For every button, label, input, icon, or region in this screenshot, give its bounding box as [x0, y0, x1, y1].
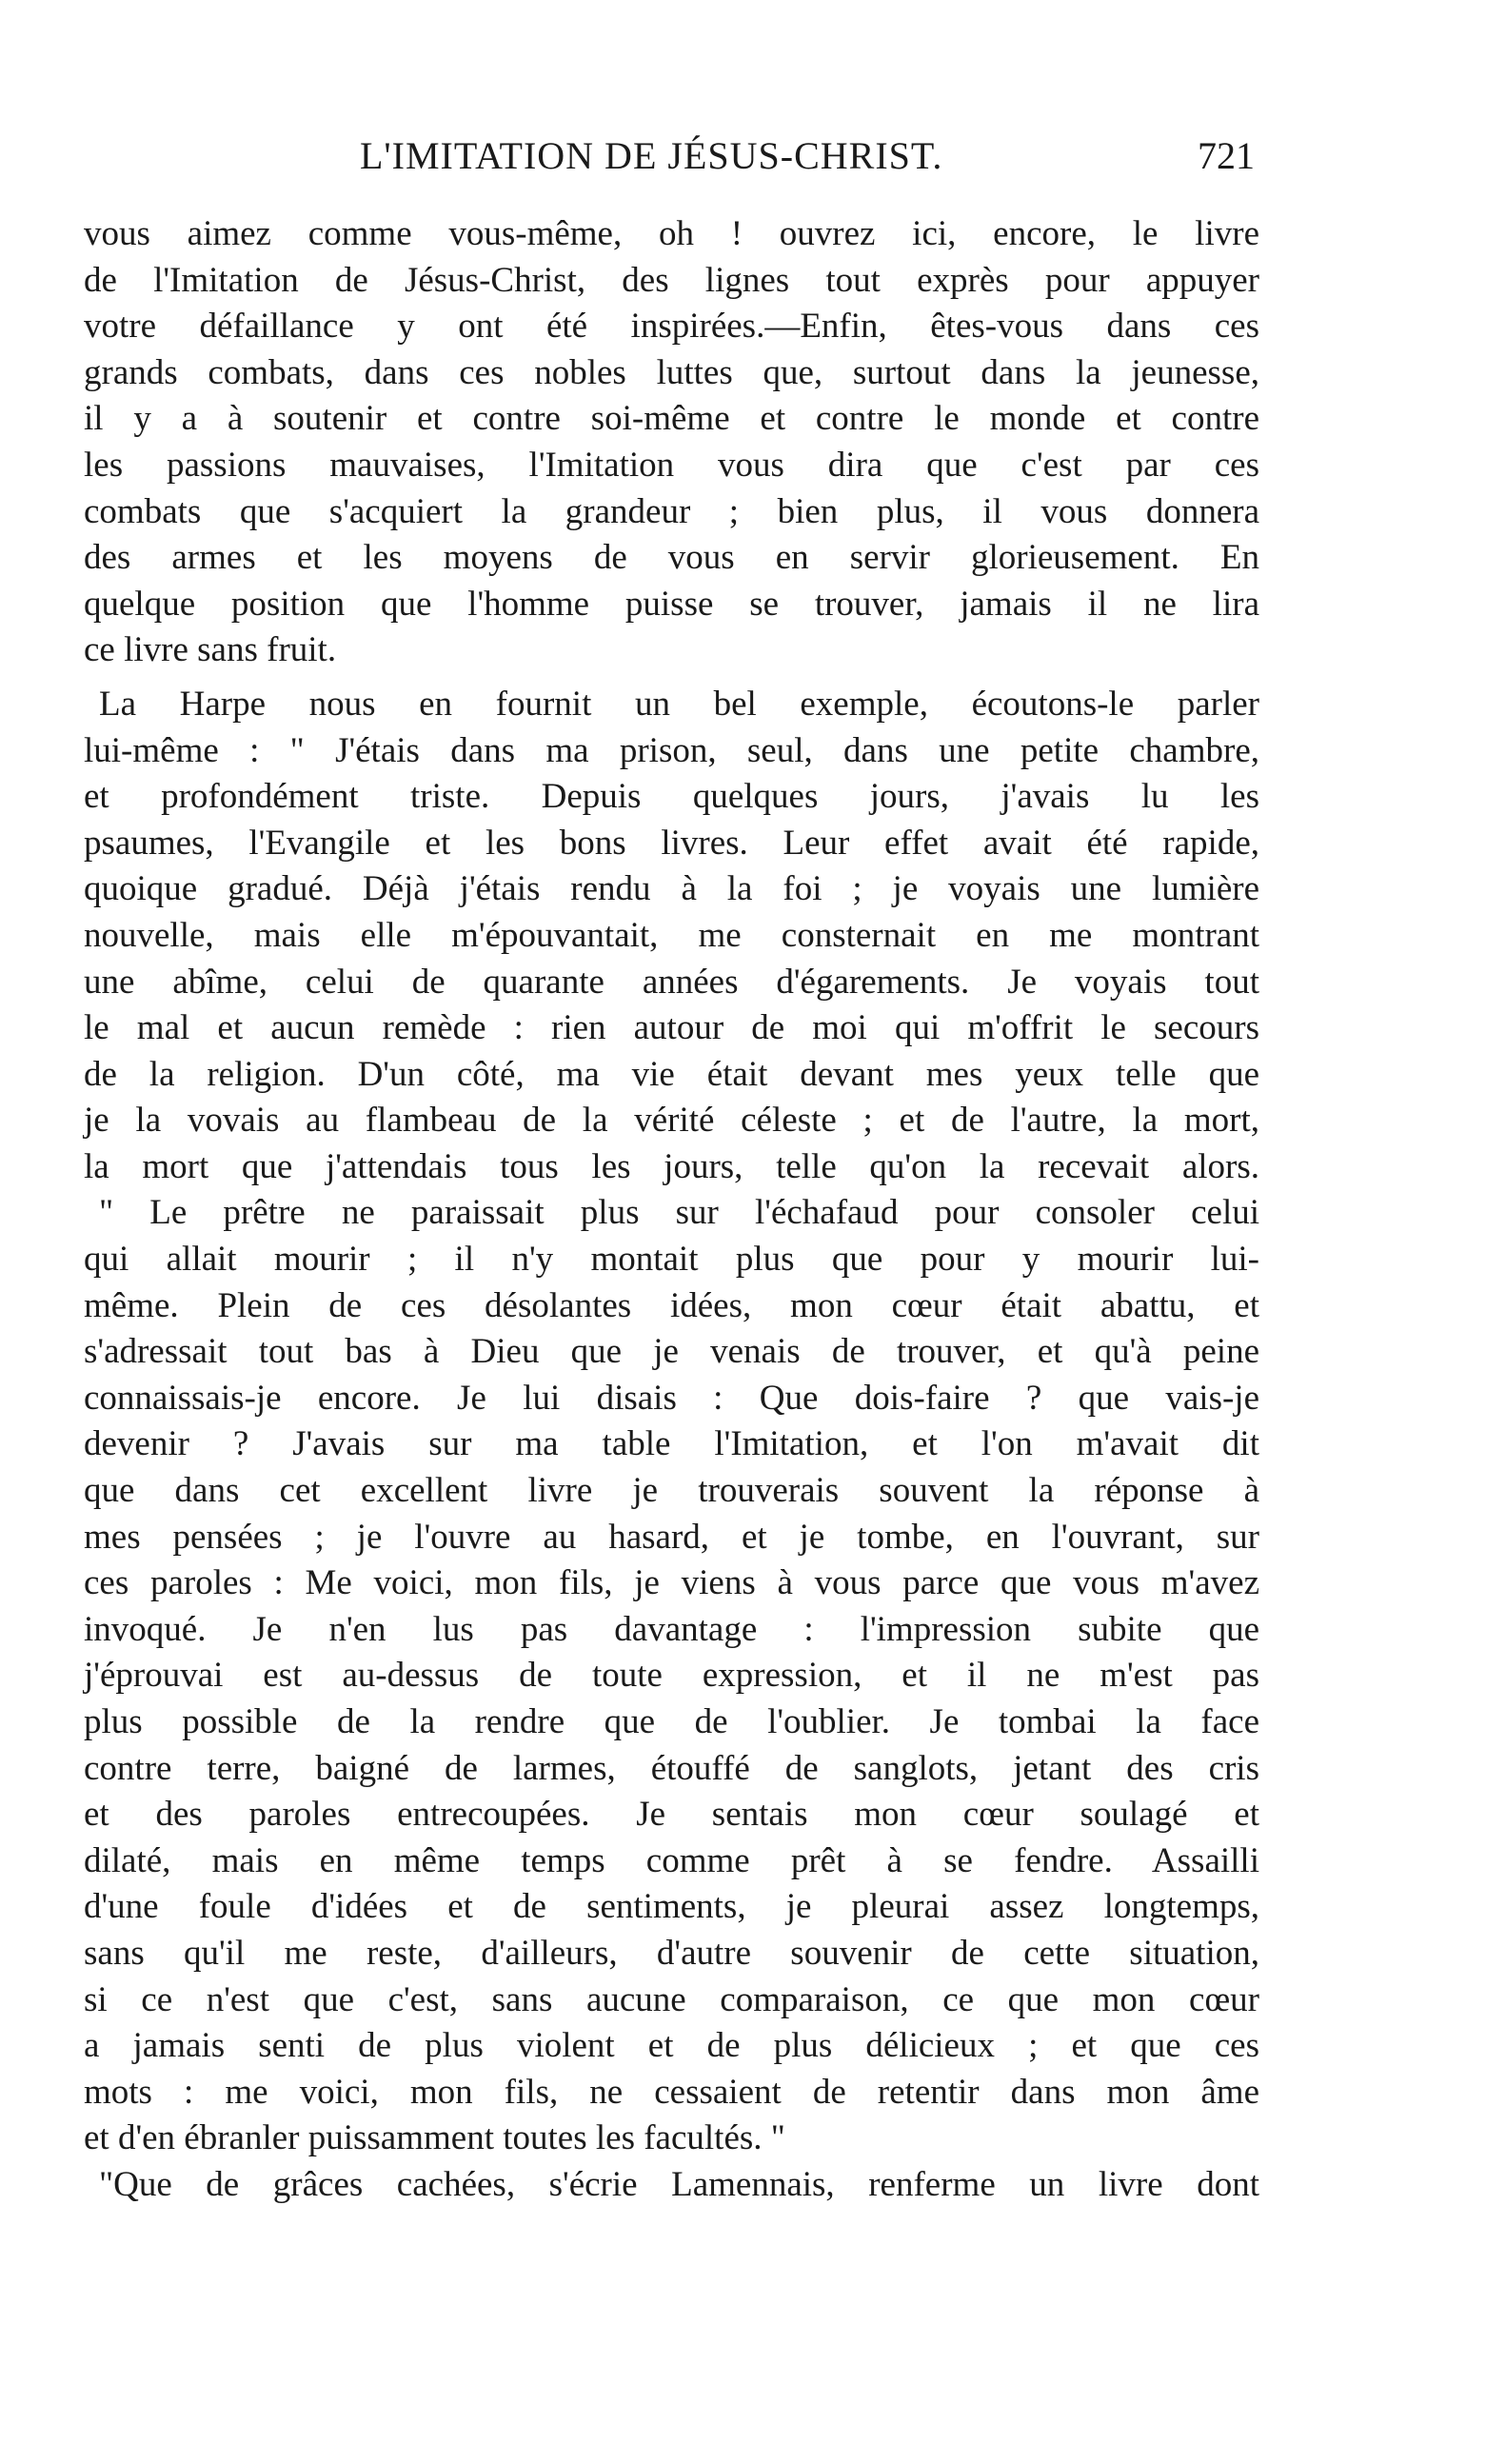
text-line: d'une foule d'idées et de sentiments, je pleurai assez longtemps,: [84, 1887, 1259, 1927]
text-line: le mal et aucun remède : rien autour de moi qui m'offrit le secours: [84, 1008, 1259, 1048]
text-line: La Harpe nous en fournit un bel exemple, écoutons-le parler: [99, 684, 1259, 724]
paragraph: [84, 1190, 1259, 2161]
text-line: nouvelle, mais elle m'épouvantait, me consternait en me montrant: [84, 915, 1259, 955]
text-line: vous aimez comme vous-même, oh ! ouvrez ici, encore, le livre: [84, 214, 1259, 253]
paragraph: [84, 211, 1259, 674]
text-line: il y a à soutenir et contre soi-même et contre le monde et contre: [84, 399, 1259, 439]
text-line: ces paroles : Me voici, mon fils, je viens à vous parce que vous m'avez: [84, 1563, 1259, 1603]
text-line: " Le prêtre ne paraissait plus sur l'échafaud pour consoler celui: [99, 1193, 1259, 1233]
paragraph: [84, 682, 1259, 1191]
text-line: et des paroles entrecoupées. Je sentais mon cœur soulagé et: [84, 1795, 1259, 1835]
text-line: a jamais senti de plus violent et de plus délicieux ; et que ces: [84, 2026, 1259, 2066]
text-line: invoqué. Je n'en lus pas davantage : l'impression subite que: [84, 1609, 1259, 1649]
text-line: mots : me voici, mon fils, ne cessaient de retentir dans mon âme: [84, 2072, 1259, 2112]
text-line: dilaté, mais en même temps comme prêt à se fendre. Assailli: [84, 1840, 1259, 1880]
text-line: combats que s'acquiert la grandeur ; bien plus, il vous donnera: [84, 491, 1259, 531]
text-line: connaissais-je encore. Je lui disais : Que dois-faire ? que vais-je: [84, 1378, 1259, 1418]
text-line: j'éprouvai est au-dessus de toute expression, et il ne m'est pas: [84, 1656, 1259, 1696]
text-line: psaumes, l'Evangile et les bons livres. Leur effet avait été rapide,: [84, 823, 1259, 863]
text-line: de la religion. D'un côté, ma vie était devant mes yeux telle que: [84, 1054, 1259, 1094]
page-number: 721: [1198, 134, 1255, 177]
text-line: grands combats, dans ces nobles luttes que, surtout dans la jeunesse,: [84, 352, 1259, 392]
text-line: devenir ? J'avais sur ma table l'Imitation, et l'on m'avait dit: [84, 1424, 1259, 1464]
text-line: s'adressait tout bas à Dieu que je venais de trouver, et qu'à peine: [84, 1332, 1259, 1372]
text-line: lui-même : " J'étais dans ma prison, seul, dans une petite chambre,: [84, 730, 1259, 770]
text-line: de l'Imitation de Jésus-Christ, des lignes tout exprès pour appuyer: [84, 260, 1259, 300]
running-title: L'IMITATION DE JÉSUS-CHRIST.: [360, 134, 943, 177]
paragraph: [84, 2162, 1259, 2209]
body-text: [84, 211, 1259, 2209]
text-line: et profondément triste. Depuis quelques jours, j'avais lu les: [84, 777, 1259, 817]
paragraph-gap: [84, 674, 1259, 682]
text-line: des armes et les moyens de vous en servir glorieusement. En: [84, 538, 1259, 578]
text-line: même. Plein de ces désolantes idées, mon cœur était abattu, et: [84, 1285, 1259, 1325]
text-line: mes pensées ; je l'ouvre au hasard, et je tombe, en l'ouvrant, sur: [84, 1517, 1259, 1557]
text-line: ce livre sans fruit.: [84, 630, 337, 670]
text-line: sans qu'il me reste, d'ailleurs, d'autre souvenir de cette situation,: [84, 1933, 1259, 1973]
text-line: la mort que j'attendais tous les jours, telle qu'on la recevait alors.: [84, 1146, 1259, 1186]
text-line: contre terre, baigné de larmes, étouffé de sanglots, jetant des cris: [84, 1748, 1259, 1788]
text-line: si ce n'est que c'est, sans aucune comparaison, ce que mon cœur: [84, 1979, 1259, 2019]
text-line: quelque position que l'homme puisse se trouver, jamais il ne lira: [84, 584, 1259, 624]
text-line: que dans cet excellent livre je trouverais souvent la réponse à: [84, 1471, 1259, 1511]
text-line: qui allait mourir ; il n'y montait plus que pour y mourir lui-: [84, 1240, 1259, 1280]
text-line: votre défaillance y ont été inspirées.—Enfin, êtes-vous dans ces: [84, 307, 1259, 347]
text-line: et d'en ébranler puissamment toutes les facultés. ": [84, 2118, 785, 2158]
text-line: les passions mauvaises, l'Imitation vous dira que c'est par ces: [84, 445, 1259, 485]
text-line: je la vovais au flambeau de la vérité céleste ; et de l'autre, la mort,: [84, 1101, 1259, 1141]
text-line: quoique gradué. Déjà j'étais rendu à la foi ; je voyais une lumière: [84, 869, 1259, 909]
running-header: [84, 133, 1255, 190]
text-line: une abîme, celui de quarante années d'égarements. Je voyais tout: [84, 962, 1259, 1002]
text-line: "Que de grâces cachées, s'écrie Lamennais, renferme un livre dont: [99, 2164, 1259, 2204]
text-line: plus possible de la rendre que de l'oublier. Je tombai la face: [84, 1702, 1259, 1741]
